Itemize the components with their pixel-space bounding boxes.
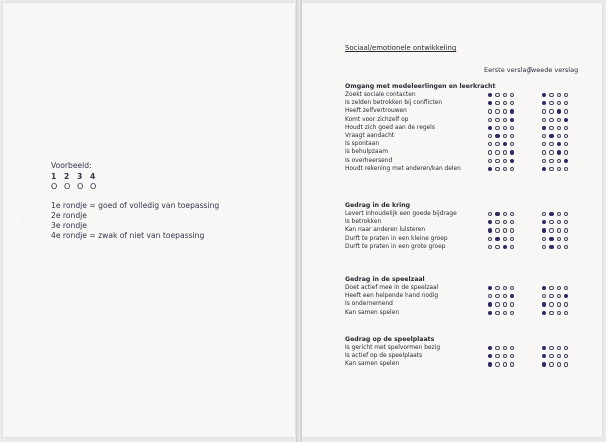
rating-circle-filled	[542, 286, 546, 290]
item-label: Zoekt sociale contacten	[345, 92, 416, 98]
rating-circle	[488, 150, 492, 154]
rating-first	[488, 107, 514, 115]
rating-first	[488, 309, 514, 317]
rating-circle-filled	[542, 346, 546, 350]
rating-circle	[549, 118, 553, 122]
rating-second	[542, 91, 568, 99]
item-label: Is spontaan	[345, 141, 380, 148]
section-heading: Gedrag in de speelzaal	[345, 276, 425, 283]
assessment-row	[345, 284, 595, 292]
item-label: Kan samen spelen	[345, 309, 400, 316]
rating-circle-filled	[510, 159, 514, 163]
rating-circle	[488, 212, 492, 216]
section-heading: Gedrag in de kring	[345, 202, 411, 209]
rating-circle-filled	[557, 142, 561, 146]
rating-circle	[557, 126, 561, 130]
rating-circle-filled	[495, 237, 499, 241]
assessment-row	[345, 292, 595, 300]
rating-circle	[564, 126, 568, 130]
item-label: Durft te praten in een grote groep	[345, 243, 446, 250]
rating-first	[488, 284, 514, 292]
assessment-row	[345, 157, 595, 165]
rating-circle	[503, 294, 507, 298]
item-label: Is gericht met spelvormen bezig	[345, 345, 441, 351]
rating-circle	[510, 302, 514, 306]
rating-circle	[495, 118, 499, 122]
rating-circle-filled	[488, 354, 492, 358]
rating-circle	[564, 286, 568, 290]
rating-circle	[557, 118, 561, 122]
assessment-row	[345, 165, 595, 173]
rating-circle	[549, 228, 553, 232]
rating-circle	[495, 159, 499, 163]
rating-circle-filled	[549, 237, 553, 241]
legend-circle: O	[77, 182, 84, 191]
rating-first	[488, 226, 514, 234]
rating-circle	[557, 159, 561, 163]
rating-circle	[564, 237, 568, 241]
legend-label: Voorbeeld:	[51, 161, 92, 170]
rating-second	[542, 292, 568, 300]
rating-circle	[557, 167, 561, 171]
section-heading: Gedrag op de speelplaats	[345, 336, 435, 343]
rating-circle-filled	[542, 220, 546, 224]
rating-second	[542, 165, 568, 173]
rating-first	[488, 243, 514, 251]
rating-circle-filled	[503, 142, 507, 146]
assessment-row	[345, 107, 595, 115]
legend-circle: O	[90, 182, 97, 191]
legend-circle: O	[51, 182, 58, 191]
legend-circles	[51, 182, 219, 192]
rating-second	[542, 243, 568, 251]
rating-circle	[564, 142, 568, 146]
rating-circle	[557, 294, 561, 298]
legend-line: 3e rondje	[51, 221, 87, 230]
assessment-row	[345, 235, 595, 243]
item-label: Houdt zich goed aan de regels	[345, 124, 435, 131]
item-label: Is betrokken	[345, 219, 382, 226]
rating-circle	[488, 245, 492, 249]
rating-circle	[488, 118, 492, 122]
rating-circle	[542, 109, 546, 113]
legend-line: 1e rondje = goed of volledig van toepassing	[51, 201, 220, 210]
rating-circle-filled	[557, 109, 561, 113]
legend-line: 4e rondje = zwak of niet van toepassing	[51, 231, 205, 240]
rating-second	[542, 352, 568, 360]
rating-circle	[510, 354, 514, 358]
rating-circle-filled	[510, 109, 514, 113]
rating-circle	[503, 237, 507, 241]
rating-circle	[503, 167, 507, 171]
legend-number: 1	[51, 172, 57, 181]
rating-circle-filled	[549, 245, 553, 249]
rating-circle	[564, 150, 568, 154]
rating-circle	[510, 134, 514, 138]
rating-circle	[557, 354, 561, 358]
rating-circle	[549, 101, 553, 105]
rating-first	[488, 91, 514, 99]
rating-first	[488, 210, 514, 218]
rating-circle	[557, 228, 561, 232]
rating-circle	[495, 167, 499, 171]
assessment-row	[345, 91, 595, 99]
rating-circle-filled	[510, 150, 514, 154]
margin-mark: ·	[310, 153, 312, 158]
rating-second	[542, 107, 568, 115]
assessment-row	[345, 99, 595, 107]
rating-circle	[542, 159, 546, 163]
rating-circle	[503, 286, 507, 290]
item-label: Doet actief mee in de speelzaal	[345, 285, 439, 291]
rating-circle-filled	[510, 294, 514, 298]
rating-circle	[557, 237, 561, 241]
rating-circle	[503, 302, 507, 306]
item-label: Kan naar anderen luisteren	[345, 227, 426, 234]
margin-mark: ·	[23, 215, 25, 220]
rating-circle-filled	[557, 150, 561, 154]
rating-circle	[557, 245, 561, 249]
rating-circle	[557, 362, 561, 366]
rating-second	[542, 218, 568, 226]
rating-circle	[510, 212, 514, 216]
rating-second	[542, 360, 568, 368]
assessment-row	[345, 360, 595, 368]
rating-first	[488, 235, 514, 243]
rating-circle	[488, 294, 492, 298]
rating-first	[488, 99, 514, 107]
rating-circle	[510, 362, 514, 366]
legend-circle: O	[64, 182, 71, 191]
item-label: Vraagt aandacht	[345, 132, 395, 139]
legend	[51, 161, 219, 241]
rating-circle-filled	[564, 294, 568, 298]
rating-circle	[557, 346, 561, 350]
rating-circle	[542, 150, 546, 154]
rating-circle-filled	[542, 101, 546, 105]
rating-circle	[510, 167, 514, 171]
rating-circle	[549, 286, 553, 290]
legend-number: 4	[90, 172, 96, 181]
rating-second	[542, 226, 568, 234]
rating-circle	[495, 126, 499, 130]
rating-circle	[549, 294, 553, 298]
rating-circle-filled	[488, 167, 492, 171]
rating-circle	[503, 101, 507, 105]
assessment-row	[345, 148, 595, 156]
rating-circle	[495, 302, 499, 306]
rating-circle	[557, 93, 561, 97]
rating-circle	[510, 286, 514, 290]
item-label: Is zelden betrokken bij conflicten	[345, 100, 443, 107]
rating-second	[542, 309, 568, 317]
rating-second	[542, 235, 568, 243]
rating-circle-filled	[495, 212, 499, 216]
rating-circle	[557, 220, 561, 224]
rating-circle	[488, 159, 492, 163]
rating-second	[542, 148, 568, 156]
assessment-row	[345, 124, 595, 132]
rating-circle	[542, 142, 546, 146]
rating-circle	[510, 245, 514, 249]
assessment-row	[345, 344, 595, 352]
rating-second	[542, 284, 568, 292]
rating-circle	[495, 311, 499, 315]
rating-circle-filled	[542, 302, 546, 306]
column-header-second: Tweede verslag	[528, 66, 579, 74]
rating-circle	[542, 237, 546, 241]
rating-circle-filled	[564, 159, 568, 163]
rating-circle	[564, 302, 568, 306]
legend-line: 2e rondje	[51, 211, 87, 220]
rating-circle	[564, 212, 568, 216]
item-label: Is behulpzaam	[345, 149, 388, 156]
rating-second	[542, 210, 568, 218]
rating-circle	[503, 134, 507, 138]
section	[345, 275, 595, 317]
rating-circle-filled	[549, 134, 553, 138]
rating-first	[488, 344, 514, 352]
rating-circle	[542, 118, 546, 122]
rating-circle-filled	[488, 286, 492, 290]
rating-circle	[503, 311, 507, 315]
assessment-row	[345, 243, 595, 251]
rating-circle	[549, 362, 553, 366]
rating-circle	[564, 167, 568, 171]
rating-circle	[503, 150, 507, 154]
rating-circle	[510, 142, 514, 146]
rating-circle	[549, 167, 553, 171]
rating-circle	[488, 109, 492, 113]
item-label: Is overheersend	[345, 157, 393, 164]
section-heading: Omgang met medeleerlingen en leerkracht	[345, 83, 496, 90]
rating-circle	[564, 228, 568, 232]
legend-number: 2	[64, 172, 70, 181]
rating-circle	[503, 109, 507, 113]
rating-second	[542, 157, 568, 165]
rating-circle	[549, 311, 553, 315]
rating-circle	[503, 93, 507, 97]
item-label: Levert inhoudelijk een goede bijdrage	[345, 211, 457, 217]
rating-circle	[510, 311, 514, 315]
rating-circle	[503, 228, 507, 232]
rating-circle	[488, 142, 492, 146]
rating-circle	[549, 93, 553, 97]
rating-circle-filled	[564, 118, 568, 122]
rating-first	[488, 132, 514, 140]
section	[345, 201, 595, 251]
rating-circle	[495, 346, 499, 350]
rating-circle	[557, 101, 561, 105]
item-label: Is ondernemend	[345, 301, 393, 308]
rating-first	[488, 352, 514, 360]
rating-circle	[549, 220, 553, 224]
rating-circle-filled	[488, 220, 492, 224]
assessment-row	[345, 226, 595, 234]
section	[345, 335, 595, 369]
rating-circle	[542, 134, 546, 138]
rating-circle	[549, 159, 553, 163]
rating-circle-filled	[542, 167, 546, 171]
rating-circle	[564, 134, 568, 138]
rating-circle-filled	[503, 245, 507, 249]
rating-circle	[495, 228, 499, 232]
rating-circle	[549, 126, 553, 130]
rating-circle	[549, 354, 553, 358]
assessment-row	[345, 210, 595, 218]
rating-circle	[510, 346, 514, 350]
rating-circle	[510, 220, 514, 224]
rating-circle-filled	[542, 126, 546, 130]
rating-circle	[549, 302, 553, 306]
rating-circle-filled	[542, 93, 546, 97]
item-label: Heeft zelfvertrouwen	[345, 108, 407, 115]
rating-first	[488, 148, 514, 156]
column-header-first: Eerste verslag	[484, 66, 531, 74]
rating-circle	[549, 150, 553, 154]
rating-first	[488, 140, 514, 148]
rating-circle	[557, 134, 561, 138]
item-label: Kan samen spelen	[345, 361, 400, 368]
legend-number: 3	[77, 172, 83, 181]
rating-circle-filled	[510, 118, 514, 122]
rating-circle	[503, 220, 507, 224]
rating-circle	[503, 212, 507, 216]
rating-circle-filled	[488, 302, 492, 306]
assessment-row	[345, 132, 595, 140]
rating-circle	[564, 93, 568, 97]
item-label: Houdt rekening met anderen/kan delen	[345, 165, 461, 172]
rating-first	[488, 360, 514, 368]
rating-circle-filled	[488, 101, 492, 105]
rating-circle	[564, 354, 568, 358]
rating-circle	[510, 228, 514, 232]
rating-circle-filled	[542, 354, 546, 358]
rating-circle	[495, 286, 499, 290]
rating-circle	[564, 109, 568, 113]
rating-circle	[557, 286, 561, 290]
rating-circle	[510, 101, 514, 105]
rating-circle-filled	[488, 311, 492, 315]
rating-circle	[564, 245, 568, 249]
rating-circle	[503, 354, 507, 358]
assessment-row	[345, 300, 595, 308]
rating-second	[542, 132, 568, 140]
rating-circle	[557, 302, 561, 306]
rating-circle	[510, 93, 514, 97]
rating-circle	[495, 220, 499, 224]
rating-first	[488, 165, 514, 173]
rating-circle	[503, 362, 507, 366]
legend-numbers	[51, 172, 219, 182]
item-label: Heeft een helpende hand nodig	[345, 293, 439, 300]
left-page	[3, 3, 295, 437]
rating-circle	[495, 362, 499, 366]
rating-circle	[503, 126, 507, 130]
rating-circle	[542, 245, 546, 249]
rating-circle-filled	[488, 362, 492, 366]
rating-second	[542, 300, 568, 308]
rating-circle	[495, 354, 499, 358]
rating-circle-filled	[549, 212, 553, 216]
rating-circle	[503, 346, 507, 350]
rating-circle	[564, 311, 568, 315]
rating-circle	[564, 362, 568, 366]
rating-circle-filled	[488, 93, 492, 97]
rating-circle	[495, 109, 499, 113]
rating-second	[542, 116, 568, 124]
rating-circle	[549, 109, 553, 113]
item-label: Komt voor zichzelf op	[345, 116, 409, 123]
rating-second	[542, 140, 568, 148]
rating-second	[542, 99, 568, 107]
rating-circle	[510, 237, 514, 241]
rating-circle	[557, 311, 561, 315]
rating-circle-filled	[488, 346, 492, 350]
page-title: Sociaal/emotionele ontwikkeling	[345, 44, 457, 52]
rating-first	[488, 292, 514, 300]
rating-circle	[564, 101, 568, 105]
rating-circle	[495, 101, 499, 105]
item-label: Durft te praten in een kleine groep	[345, 235, 448, 242]
rating-first	[488, 218, 514, 226]
assessment-row	[345, 218, 595, 226]
rating-circle	[549, 142, 553, 146]
assessment-row	[345, 352, 595, 360]
rating-circle	[549, 346, 553, 350]
rating-circle	[495, 142, 499, 146]
assessment-row	[345, 309, 595, 317]
rating-circle	[503, 159, 507, 163]
rating-circle-filled	[542, 311, 546, 315]
rating-first	[488, 300, 514, 308]
rating-circle	[510, 126, 514, 130]
rating-circle	[495, 245, 499, 249]
section	[345, 82, 595, 173]
rating-circle	[488, 134, 492, 138]
rating-circle	[495, 294, 499, 298]
assessment-row	[345, 116, 595, 124]
rating-second	[542, 124, 568, 132]
rating-circle	[503, 118, 507, 122]
rating-circle	[488, 237, 492, 241]
rating-circle-filled	[488, 126, 492, 130]
rating-circle	[495, 93, 499, 97]
rating-circle	[542, 294, 546, 298]
rating-circle	[557, 212, 561, 216]
item-label: Is actief op de speelplaats	[345, 353, 423, 360]
rating-first	[488, 116, 514, 124]
rating-circle	[564, 220, 568, 224]
rating-circle	[495, 150, 499, 154]
right-page	[302, 3, 602, 437]
rating-circle-filled	[495, 134, 499, 138]
rating-circle-filled	[542, 228, 546, 232]
rating-circle-filled	[542, 362, 546, 366]
rating-second	[542, 344, 568, 352]
margin-mark: ·	[251, 375, 253, 380]
rating-first	[488, 124, 514, 132]
rating-circle	[542, 212, 546, 216]
rating-circle	[564, 346, 568, 350]
rating-first	[488, 157, 514, 165]
rating-circle-filled	[488, 228, 492, 232]
assessment-row	[345, 140, 595, 148]
